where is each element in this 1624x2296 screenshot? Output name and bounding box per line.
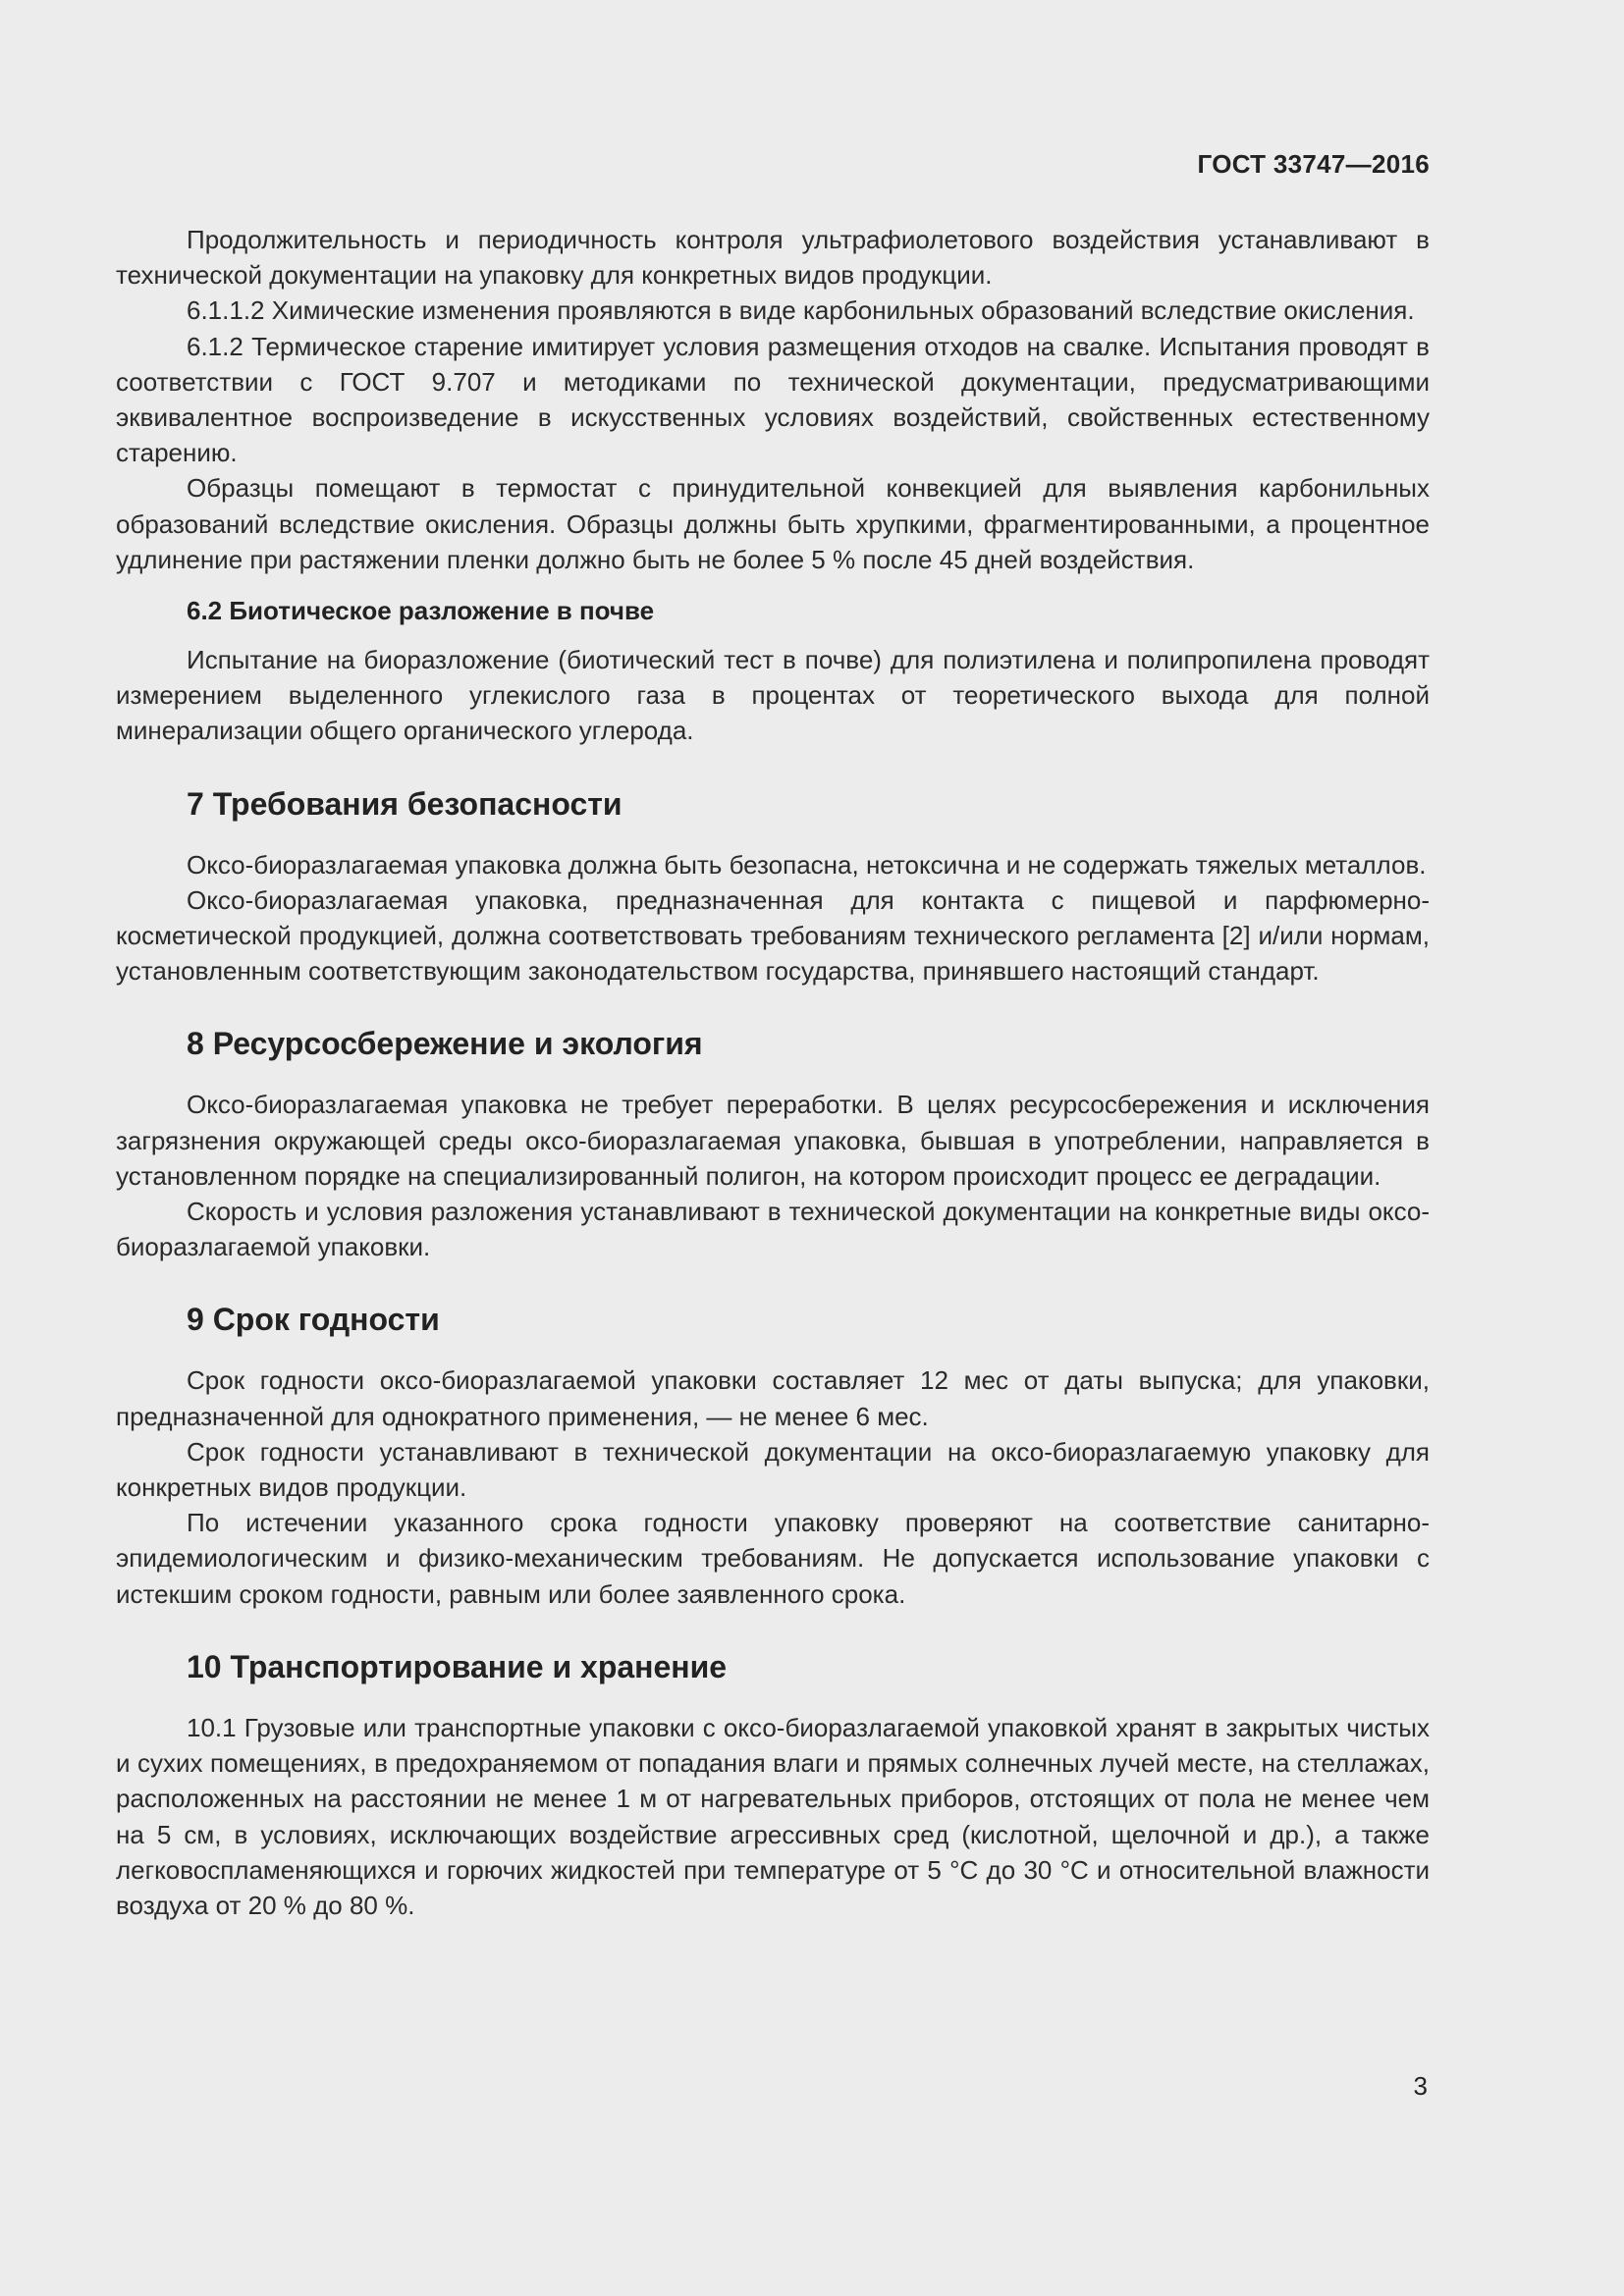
section-heading-9: 9 Срок годности	[187, 1302, 440, 1338]
paragraph: Образцы помещают в термостат с принудительной конвекцией для выявления карбонильных образований вследствие окисления. Образцы должны быть хрупкими, фрагментированными, а процентное удлинение при растяжении пленки должно быть не более 5 % после 45 дней воздействия.	[116, 473, 1430, 574]
page-number: 3	[1413, 2071, 1428, 2101]
paragraph: Продолжительность и периодичность контроля ультрафиолетового воздействия устанавливают в технической документации на упаковку для конкретных видов продукции.	[116, 225, 1430, 291]
standard-code: ГОСТ 33747—2016	[1197, 149, 1430, 179]
paragraph: Оксо-биоразлагаемая упаковка, предназначенная для контакта с пищевой и парфюмерно-косметической продукцией, должна соответствовать требованиям технического регламента [2] и/или нормам, установленным соответствующим законодательством государства, принявшего настоящий стандарт.	[116, 884, 1430, 987]
paragraph: 6.1.1.2 Химические изменения проявляются в виде карбонильных образований вследствие окисления.	[187, 295, 1415, 326]
section-heading-10: 10 Транспортирование и хранение	[187, 1648, 728, 1684]
paragraph: 10.1 Грузовые или транспортные упаковки с оксо-биоразлагаемой упаковкой хранят в закрытых чистых и сухих помещениях, в предохраняемом от попадания влаги и прямых солнечных лучей месте, на стеллажах, расположенных на расстоянии не менее 1 м от нагревательных приборов, отстоящих от пола не менее чем на 5 см, в условиях, исключающих воздействие агрессивных сред (кислотной, щелочной и др.), а также легковоспламеняющихся и горючих жидкостей при температуре от 5 °С до 30 °С и относительной влажности воздуха от 20 % до 80 %.	[116, 1712, 1430, 1920]
paragraph: Скорость и условия разложения устанавливают в технической документации на конкретные виды оксо-биоразлагаемой упаковки.	[116, 1197, 1430, 1262]
section-heading-7: 7 Требования безопасности	[187, 785, 623, 822]
subsection-heading-6-2: 6.2 Биотическое разложение в почве	[187, 596, 655, 626]
paragraph: Срок годности оксо-биоразлагаемой упаковки составляет 12 мес от даты выпуска; для упаковки, предназначенной для однократного применения, — не менее 6 мес.	[116, 1365, 1430, 1431]
paragraph: Оксо-биоразлагаемая упаковка не требует переработки. В целях ресурсосбережения и исключения загрязнения окружающей среды оксо-биоразлагаемая упаковка, бывшая в употреблении, направляется в установленном порядке на специализированный полигон, на котором происходит процесс ее деградации.	[116, 1090, 1430, 1191]
paragraph: 6.1.2 Термическое старение имитирует условия размещения отходов на свалке. Испытания проводят в соответствии с ГОСТ 9.707 и методиками по технической документации, предусматривающими эквивалентное воспроизведение в искусственных условиях воздействий, свойственных естественному старению.	[116, 331, 1430, 468]
paragraph: Испытание на биоразложение (биотический тест в почве) для полиэтилена и полипропилена проводят измерением выделенного углекислого газа в процентах от теоретического выхода для полной минерализации общего органического углерода.	[116, 645, 1430, 746]
paragraph: Оксо-биоразлагаемая упаковка должна быть безопасна, нетоксична и не содержать тяжелых металлов.	[187, 849, 1427, 880]
document-body	[116, 222, 1430, 1923]
paragraph: По истечении указанного срока годности упаковку проверяют на соответствие санитарно-эпидемиологическим и физико-механическим требованиям. Не допускается использование упаковки с истекшим сроком годности, равным или более заявленного срока.	[116, 1508, 1430, 1609]
paragraph: Срок годности устанавливают в технической документации на оксо-биоразлагаемую упаковку для конкретных видов продукции.	[116, 1436, 1430, 1503]
section-heading-8: 8 Ресурсосбережение и экология	[187, 1026, 703, 1062]
